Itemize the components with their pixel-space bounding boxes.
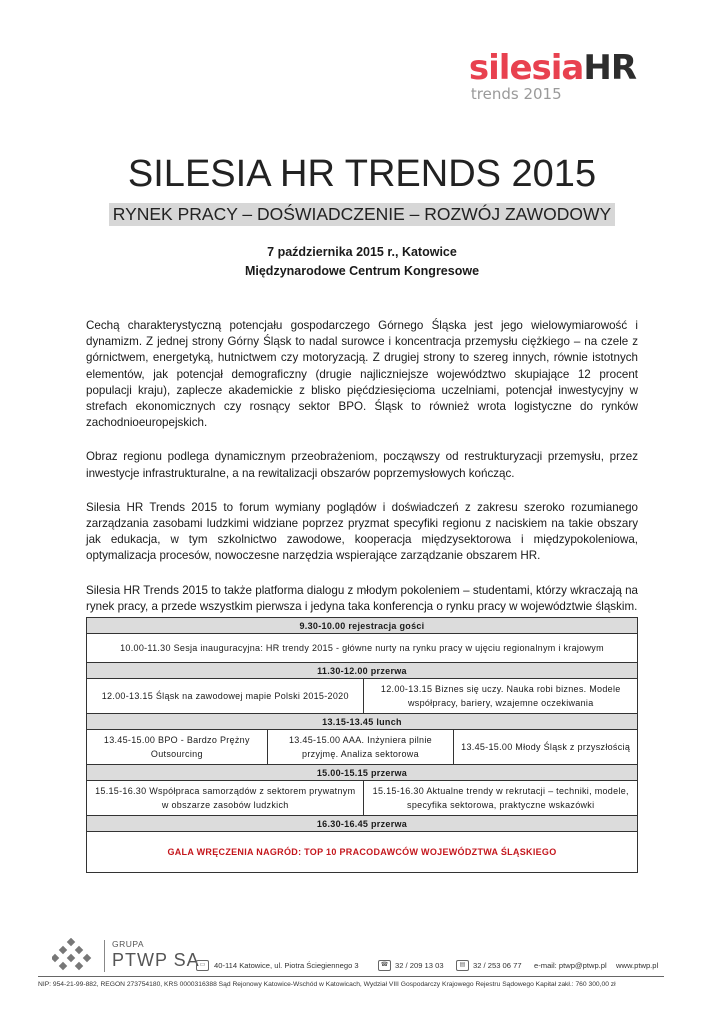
agenda-row-sessions-c bbox=[87, 781, 638, 816]
logo-grupa-text: GRUPA bbox=[112, 939, 145, 949]
logo-subtitle: trends 2015 bbox=[470, 85, 562, 103]
description-text bbox=[86, 318, 638, 633]
agenda-row-gala bbox=[87, 832, 638, 873]
footer-fax: 32 / 253 06 77 bbox=[473, 961, 522, 970]
phone-icon: ☎ bbox=[378, 960, 391, 971]
footer-legal-text: NIP: 954-21-99-882, REGON 273754180, KRS 0000316388 Sąd Rejonowy Katowice-Wschód w Katowicach, Wydział VIII Gospodarczy Krajowego Rejestru Sądowego Kapitał zakł.: 760 300,00 zł bbox=[38, 981, 616, 988]
footer-divider bbox=[38, 976, 664, 977]
paragraph: Silesia HR Trends 2015 to także platforma dialogu z młodym pokoleniem – studentami, którzy wkraczają na rynek pracy, a przede wszystkim pierwsza i jedyna taka konferencja o rynku pracy w województwie śląskim. bbox=[86, 583, 638, 613]
footer-address: 40-114 Katowice, ul. Piotra Ściegiennego 3 bbox=[214, 961, 359, 970]
contact-row bbox=[196, 959, 666, 973]
agenda-cell: 9.30-10.00 rejestracja gości bbox=[87, 618, 638, 634]
logo-wordmark bbox=[469, 50, 636, 86]
agenda-row-break bbox=[87, 765, 638, 781]
agenda-cell-gala: GALA WRĘCZENIA NAGRÓD: TOP 10 PRACODAWCÓW WOJEWÓDZTWA ŚLĄSKIEGO bbox=[87, 832, 638, 873]
agenda-cell: 11.30-12.00 przerwa bbox=[87, 663, 638, 679]
agenda-cell: 13.45-15.00 AAA. Inżyniera pilnie przyjmę. Analiza sektorowa bbox=[267, 730, 454, 765]
event-date-venue bbox=[0, 243, 724, 281]
subtitle-wrapper bbox=[0, 203, 724, 226]
paragraph: Obraz regionu podlega dynamicznym przeobrażeniom, począwszy od restrukturyzacji przemysłu, przez inwestycje infrastrukturalne, a na rewitalizacji obszarów poprzemysłowych kończąc. bbox=[86, 450, 638, 480]
page-subtitle: RYNEK PRACY – DOŚWIADCZENIE – ROZWÓJ ZAWODOWY bbox=[109, 203, 615, 226]
agenda-cell: 15.00-15.15 przerwa bbox=[87, 765, 638, 781]
paragraph: Cechą charakterystyczną potencjału gospodarczego Górnego Śląska jest jego wielowymiarowość i dynamizm. Z jednej strony Górny Śląsk to nadal surowce i koncentracja przemysłu ciężkiego – na czele z górnictwem, energetyką, hutnictwem czy motoryzacją. Z drugiej strony to szereg innych, równie istotnych elementów, jak potencjał demograficzny (drugie najliczniejsze województwo skupiające 12 procent populacji kraju), zaplecze akademickie z blisko pięćdziesięcioma uczelniami, potencjał inwestycyjny w strefach ekonomicznych czy rosnący sektor BPO. Śląsk to również wrota logistyczne do rynków zachodnioeuropejskich. bbox=[86, 319, 638, 430]
logo-separator bbox=[104, 940, 105, 972]
footer-phone: 32 / 209 13 03 bbox=[395, 961, 444, 970]
agenda-cell: 10.00-11.30 Sesja inauguracyjna: HR trendy 2015 - główne nurty na rynku pracy w ujęciu regionalnym i krajowym bbox=[87, 634, 638, 663]
fax-icon: ▤ bbox=[456, 960, 469, 971]
logo-company-name: PTWP SA bbox=[112, 950, 200, 970]
page-title: SILESIA HR TRENDS 2015 bbox=[127, 153, 597, 195]
ptwp-logo bbox=[52, 938, 202, 974]
agenda-cell: 16.30-16.45 przerwa bbox=[87, 816, 638, 832]
agenda-cell: 13.45-15.00 BPO - Bardzo Prężny Outsourcing bbox=[87, 730, 268, 765]
event-venue: Międzynarodowe Centrum Kongresowe bbox=[244, 264, 480, 278]
agenda-row-break bbox=[87, 816, 638, 832]
event-date: 7 października 2015 r., Katowice bbox=[267, 245, 457, 259]
footer-email[interactable]: e-mail: ptwp@ptwp.pl bbox=[534, 961, 607, 970]
agenda-cell: 12.00-13.15 Śląsk na zawodowej mapie Polski 2015-2020 bbox=[87, 679, 364, 714]
logo-hr-text: HR bbox=[583, 48, 636, 88]
agenda-cell: 12.00-13.15 Biznes się uczy. Nauka robi biznes. Modele współpracy, bariery, wzajemne oczekiwania bbox=[364, 679, 638, 714]
logo-silesia-text: silesia bbox=[468, 48, 584, 88]
paragraph: Silesia HR Trends 2015 to forum wymiany poglądów i doświadczeń z zakresu szeroko rozumianego zarządzania zasobami ludzkimi widziane poprzez pryzmat specyfiki regionu z naciskiem na takie obszary jak edukacja, w tym szkolnictwo zawodowe, kooperacja międzysektorowa i międzypokoleniowa, optymalizacja procesów, nowoczesne narzędzia wspierające zarządzanie obszarem HR. bbox=[86, 500, 638, 563]
agenda-cell: 13.45-15.00 Młody Śląsk z przyszłością bbox=[454, 730, 638, 765]
silesia-hr-logo bbox=[469, 50, 636, 102]
footer-website[interactable]: www.ptwp.pl bbox=[616, 961, 659, 970]
ptwp-mark-icon bbox=[52, 938, 92, 974]
agenda-row-sessions-a bbox=[87, 679, 638, 714]
agenda-table bbox=[86, 617, 638, 873]
agenda-row-lunch bbox=[87, 714, 638, 730]
agenda-cell: 13.15-13.45 lunch bbox=[87, 714, 638, 730]
agenda-row-sessions-b bbox=[87, 730, 638, 765]
building-icon: ▭ bbox=[196, 960, 209, 971]
agenda-cell: 15.15-16.30 Aktualne trendy w rekrutacji – techniki, modele, specyfika sektorowa, praktyczne wskazówki bbox=[364, 781, 638, 816]
agenda-cell: 15.15-16.30 Współpraca samorządów z sektorem prywatnym w obszarze zasobów ludzkich bbox=[87, 781, 364, 816]
agenda-row-opening bbox=[87, 634, 638, 663]
agenda-row-break bbox=[87, 663, 638, 679]
agenda-row-registration bbox=[87, 618, 638, 634]
